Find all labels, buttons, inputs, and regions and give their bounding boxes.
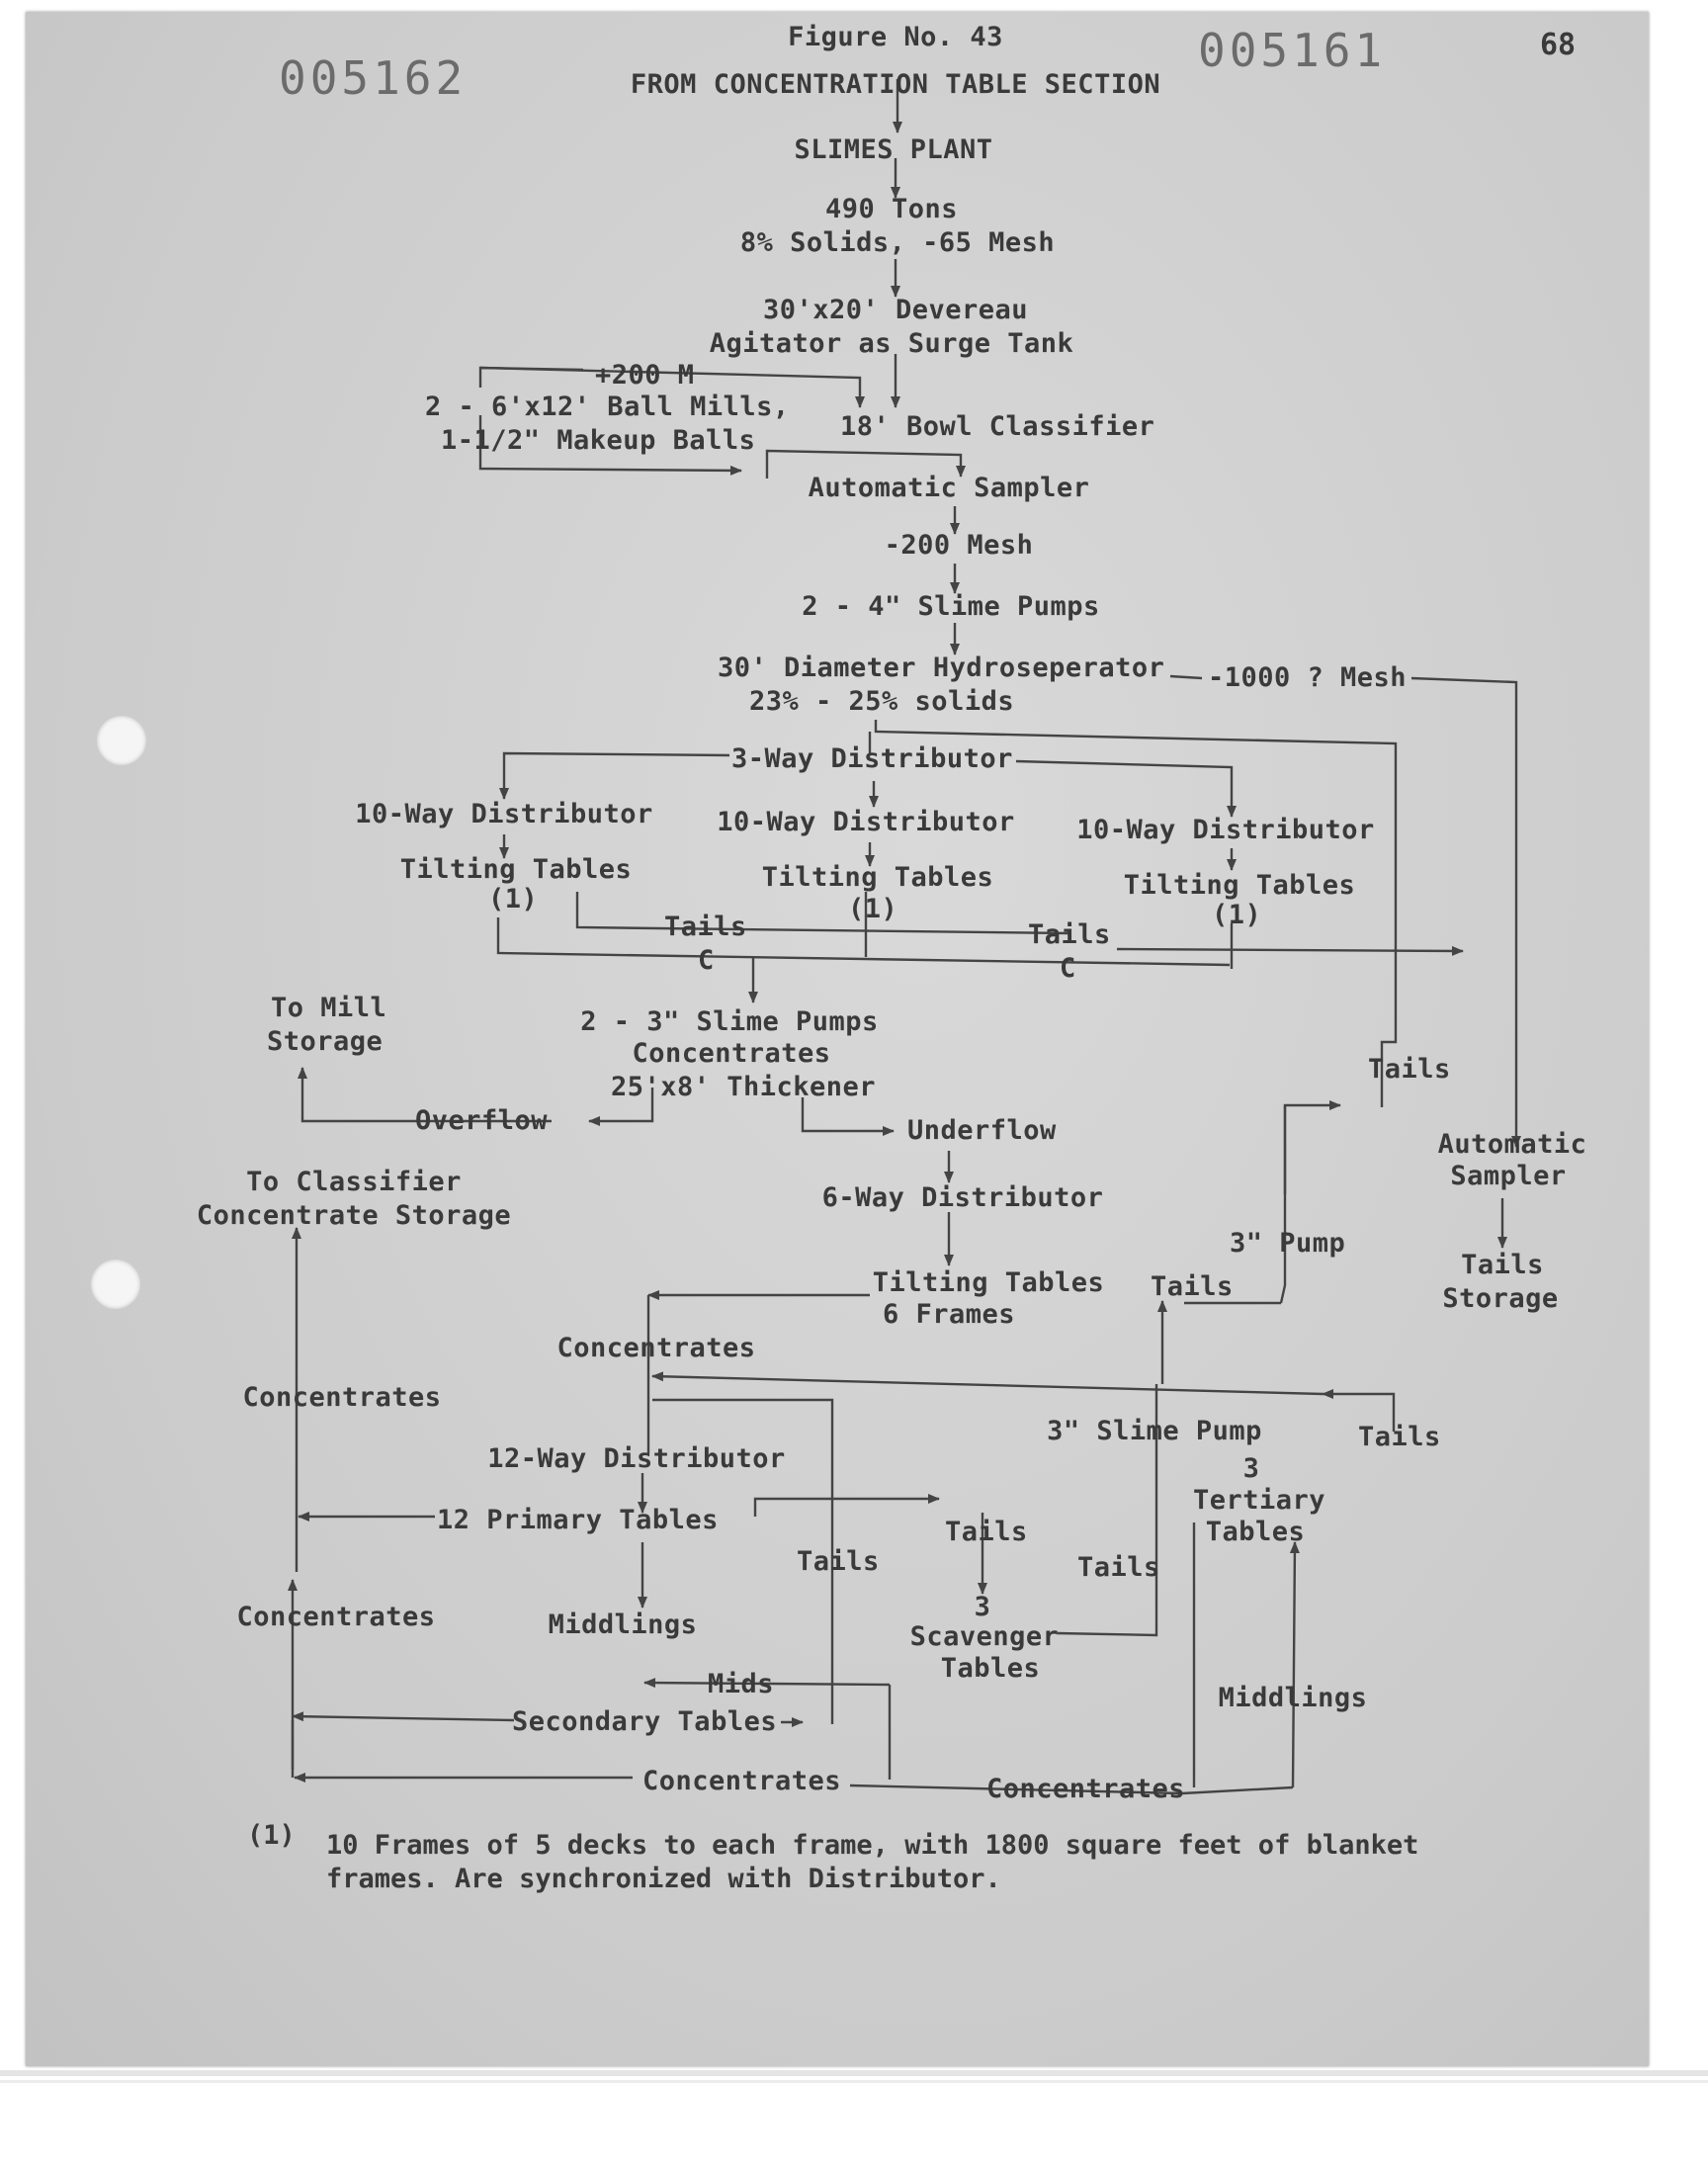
arrow-primary-tails xyxy=(755,1499,939,1517)
node-to-classifier-line2: Concentrate Storage xyxy=(196,1200,512,1231)
node-solids-mesh: 8% Solids, -65 Mesh xyxy=(739,227,1056,258)
node-agitator-line1: 30'x20' Devereau xyxy=(762,295,1029,325)
node-automatic-sampler-2-line1: Automatic xyxy=(1437,1129,1587,1160)
node-hydroseperator-line2: 23% - 25% solids xyxy=(749,686,1015,717)
arrow-middlings-tert xyxy=(1293,1542,1295,1787)
node-tilting-6frames-line2: 6 Frames xyxy=(882,1299,1016,1330)
node-3way-distributor: 3-Way Distributor xyxy=(731,743,1013,774)
node-tails-storage-line1: Tails xyxy=(1461,1250,1544,1280)
arrow-tails-right-out xyxy=(1117,949,1463,951)
node-10way-right: 10-Way Distributor xyxy=(1076,815,1375,845)
footnote-marker: (1) xyxy=(247,1820,296,1851)
node-tilting-mid: Tilting Tables xyxy=(761,862,994,893)
figure-title: Figure No. 43 xyxy=(788,22,1003,52)
node-tertiary-label: Tertiary xyxy=(1192,1485,1326,1516)
node-underflow: Underflow xyxy=(907,1115,1057,1146)
node-mids: Mids xyxy=(708,1669,775,1699)
node-hydroseperator-line1: 30' Diameter Hydroseperator xyxy=(718,652,1165,683)
node-3in-slime-pumps: 2 - 3" Slime Pumps xyxy=(580,1006,879,1037)
stamp-document-id: 005161 xyxy=(1198,24,1387,77)
node-scavenger-count: 3 xyxy=(974,1592,991,1622)
node-ball-mills-line2: 1-1/2" Makeup Balls xyxy=(441,425,756,456)
node-tails-storage-line2: Storage xyxy=(1442,1283,1559,1314)
node-tails-tertiary: Tails xyxy=(1358,1422,1441,1452)
line-tails-row xyxy=(577,892,1069,933)
footnote-line1: 10 Frames of 5 decks to each frame, with 1800 square feet of blanket xyxy=(326,1830,1419,1861)
node-slimes-plant: SLIMES PLANT xyxy=(794,134,993,165)
node-secondary-tables: Secondary Tables xyxy=(512,1706,778,1737)
line-hydrosep-mesh xyxy=(1170,676,1202,678)
node-3in-pump: 3" Pump xyxy=(1230,1228,1346,1259)
node-tails-a: Tails xyxy=(664,912,747,942)
node-scavenger-tables: Tables xyxy=(940,1653,1041,1684)
node-to-mill-line1: To Mill xyxy=(271,993,387,1023)
arrow-3way-left xyxy=(504,753,729,799)
node-12-primary-tables: 12 Primary Tables xyxy=(437,1505,719,1535)
line-hydrosep-down xyxy=(876,720,1396,1107)
node-4in-slime-pumps: 2 - 4" Slime Pumps xyxy=(802,591,1100,622)
node-tails-b: Tails xyxy=(1028,919,1111,950)
node-scavenger-label: Scavenger xyxy=(909,1621,1060,1652)
node-concentrates-bottom-right: Concentrates xyxy=(986,1774,1186,1804)
line-ballmill-loop-top xyxy=(480,368,583,370)
arrow-slime-to-conc xyxy=(652,1376,1323,1394)
arrow-secondary-conc xyxy=(293,1716,514,1720)
node-tilting-right: Tilting Tables xyxy=(1123,870,1356,901)
node-6way-distributor: 6-Way Distributor xyxy=(821,1182,1104,1213)
node-10way-mid: 10-Way Distributor xyxy=(717,807,1015,837)
node-tilting-6frames-line1: Tilting Tables xyxy=(872,1267,1105,1298)
node-tails-right: Tails xyxy=(1368,1054,1451,1085)
node-footnote-ref-right: (1) xyxy=(1212,900,1262,930)
node-tertiary-tables: Tables xyxy=(1205,1517,1306,1547)
scan-artifact-band xyxy=(0,2070,1708,2076)
node-tails-primary: Tails xyxy=(945,1517,1028,1547)
node-c-left: C xyxy=(698,945,715,976)
node-tertiary-count: 3 xyxy=(1242,1453,1260,1484)
footnote-line2: frames. Are synchronized with Distributor. xyxy=(326,1864,1001,1894)
node-thickener-concentrates: Concentrates xyxy=(632,1038,831,1069)
figure-subtitle: FROM CONCENTRATION TABLE SECTION xyxy=(630,69,1161,100)
line-tailsright-v xyxy=(1281,1105,1285,1303)
node-tails-pump: Tails xyxy=(1151,1271,1234,1302)
node-automatic-sampler-2-line2: Sampler xyxy=(1450,1161,1567,1191)
node-plus200: +200 M xyxy=(595,360,695,391)
node-tons: 490 Tons xyxy=(824,194,959,224)
node-bowl-classifier: 18' Bowl Classifier xyxy=(840,411,1155,442)
node-overflow: Overflow xyxy=(415,1105,549,1136)
node-tilting-left: Tilting Tables xyxy=(399,854,633,885)
node-concentrates-bottom: Concentrates xyxy=(642,1766,842,1796)
node-3in-slime-pump: 3" Slime Pump xyxy=(1047,1416,1262,1446)
node-footnote-ref-left: (1) xyxy=(488,884,539,914)
node-10way-left: 10-Way Distributor xyxy=(355,799,653,829)
scan-artifact-line xyxy=(0,2080,1708,2083)
node-agitator-line2: Agitator as Surge Tank xyxy=(709,328,1074,359)
arrow-tails-to-right xyxy=(1285,1105,1340,1194)
node-minus200-mesh: -200 Mesh xyxy=(884,530,1034,561)
page-number: 68 xyxy=(1540,28,1577,62)
node-middlings-right: Middlings xyxy=(1218,1683,1368,1713)
stamp-mirrored-id: 005162 xyxy=(279,51,468,105)
node-middlings-mid: Middlings xyxy=(548,1610,698,1640)
node-tails-mid: Tails xyxy=(797,1546,880,1577)
arrow-3way-right xyxy=(1016,761,1232,817)
node-footnote-ref-mid: (1) xyxy=(848,894,898,924)
node-thickener: 25'x8' Thickener xyxy=(610,1072,877,1102)
node-automatic-sampler: Automatic Sampler xyxy=(808,473,1090,503)
node-to-classifier-line1: To Classifier xyxy=(246,1167,462,1197)
node-ball-mills-line1: 2 - 6'x12' Ball Mills, xyxy=(425,392,790,422)
node-tails-scavenger: Tails xyxy=(1077,1552,1160,1583)
node-concentrates-left2: Concentrates xyxy=(236,1602,436,1632)
node-concentrates-top: Concentrates xyxy=(556,1333,756,1363)
node-12way-distributor: 12-Way Distributor xyxy=(487,1443,786,1474)
node-to-mill-line2: Storage xyxy=(267,1026,384,1057)
node-c-right: C xyxy=(1060,953,1076,984)
node-concentrates-left: Concentrates xyxy=(242,1382,442,1413)
node-minus1000-mesh: -1000 ? Mesh xyxy=(1208,662,1408,693)
